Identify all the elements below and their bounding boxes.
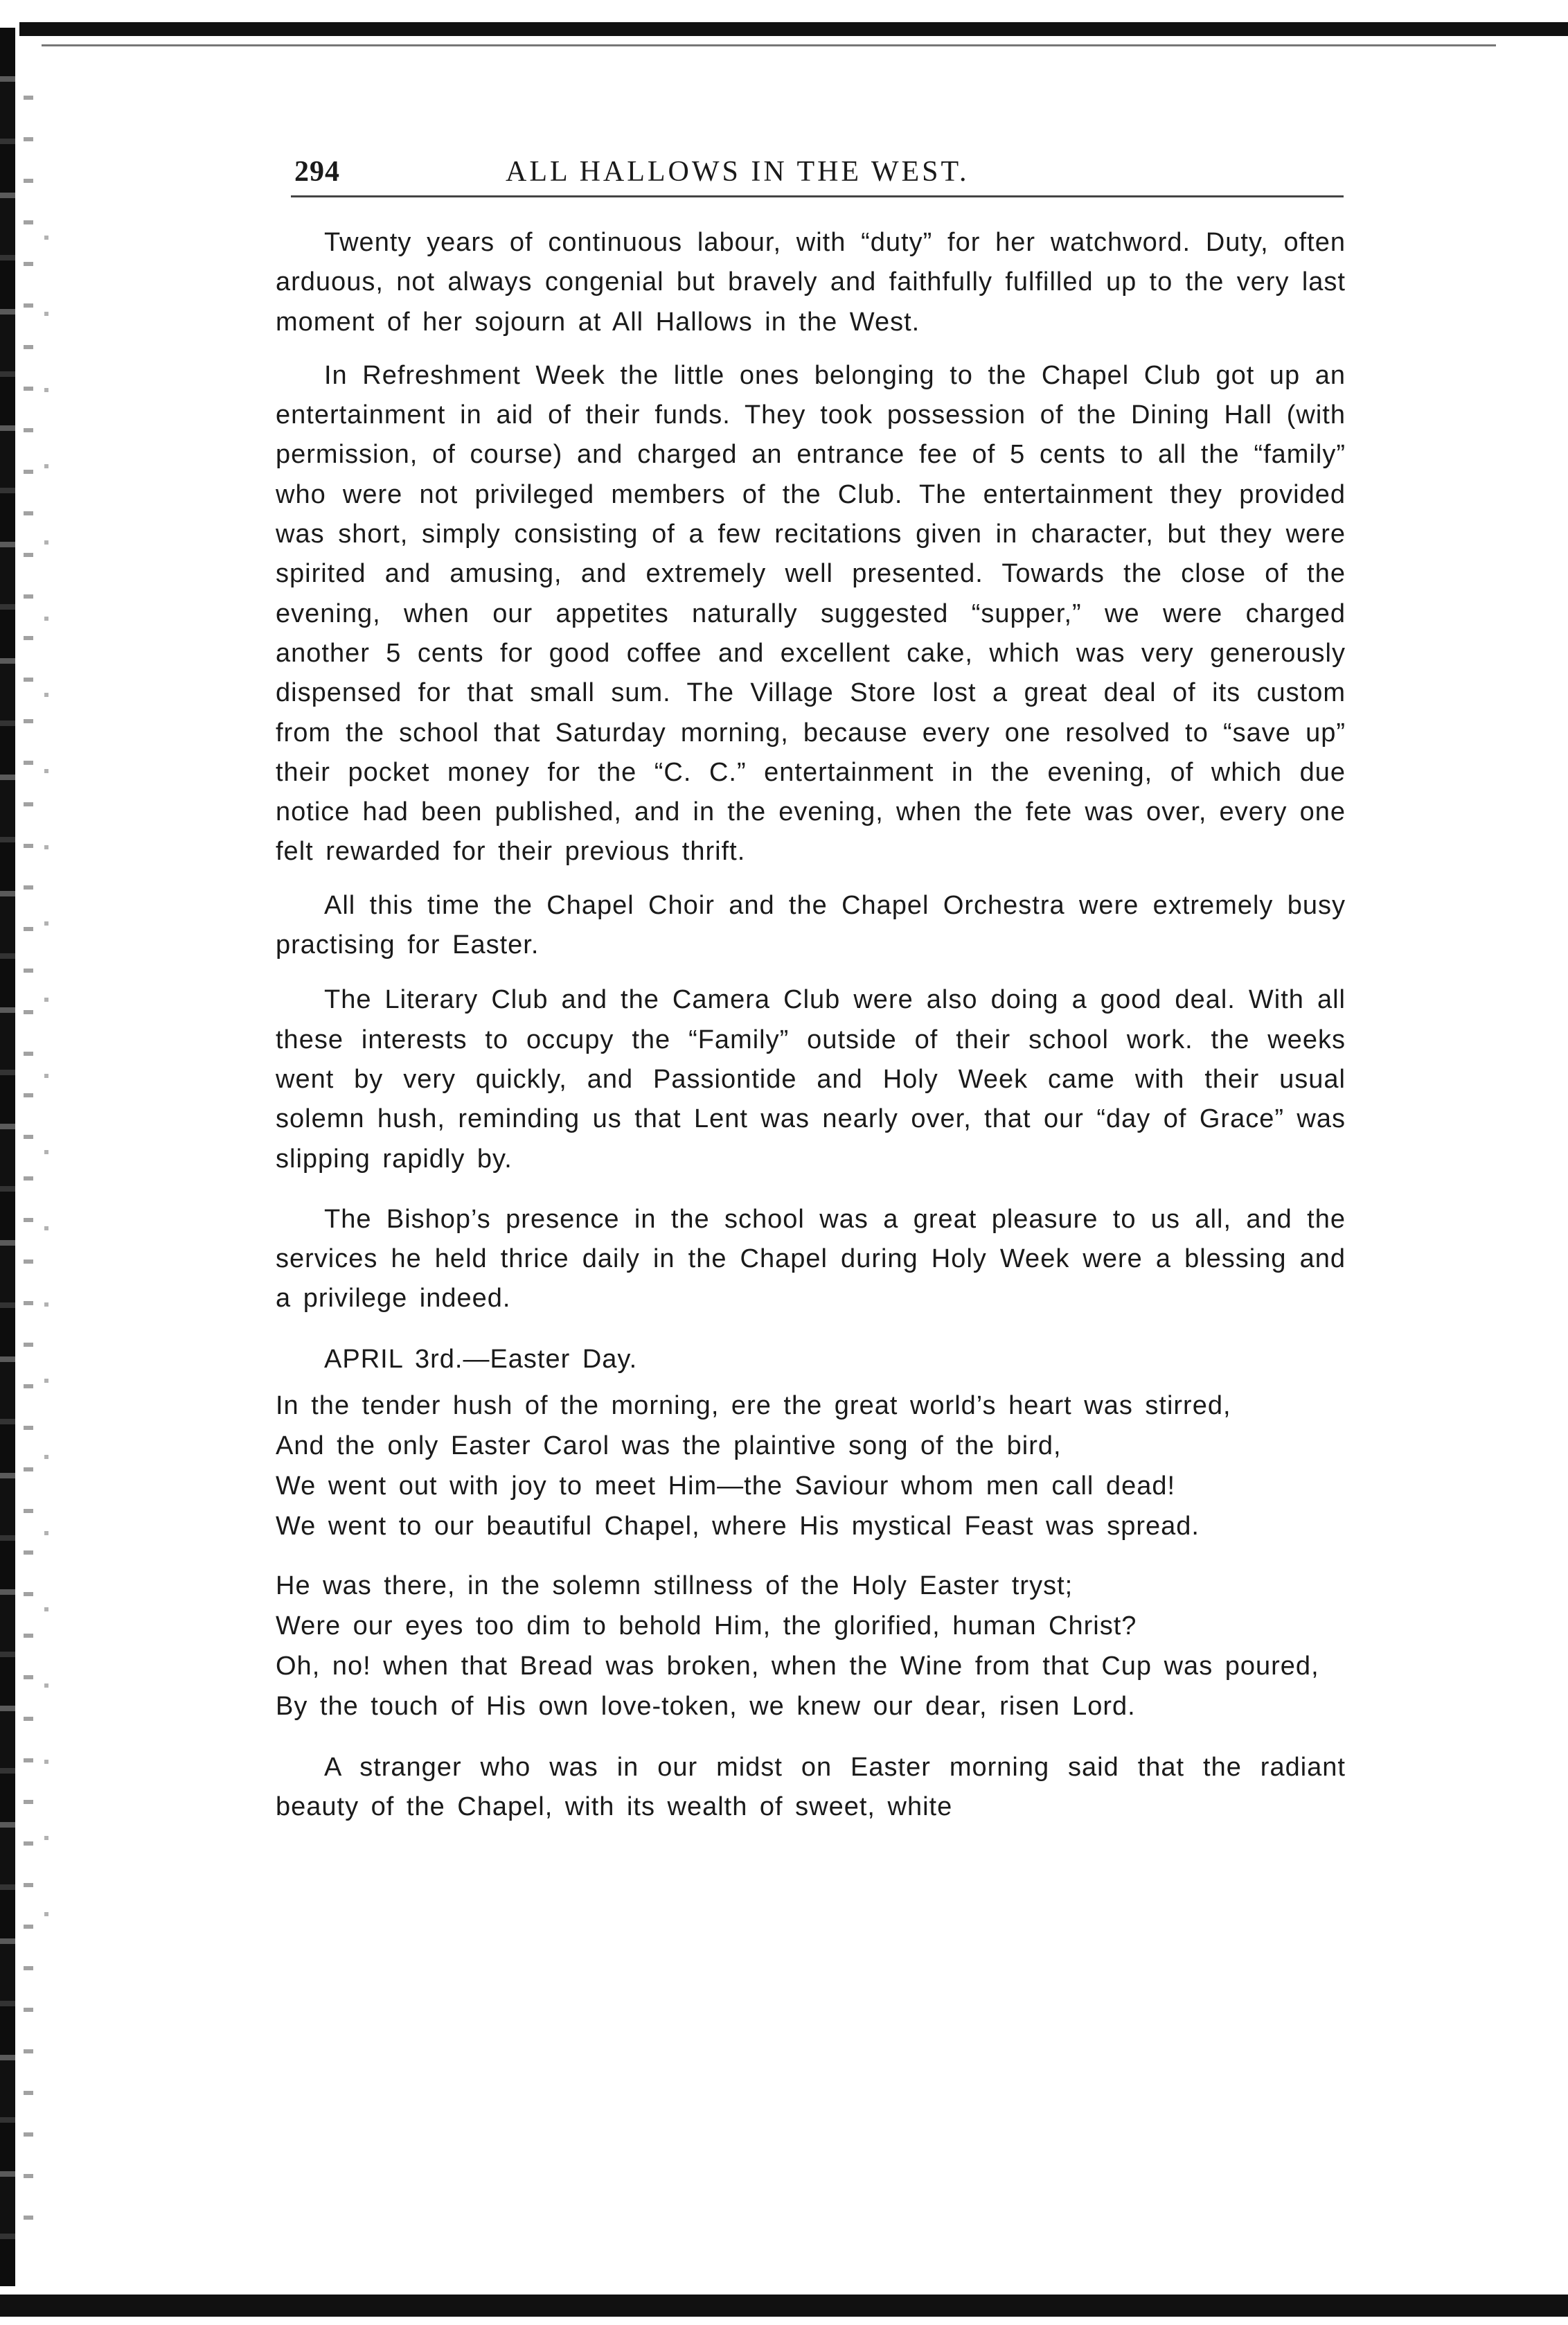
poem-stanza-2 — [276, 1568, 1346, 1724]
paragraph-chapel-club: In Refreshment Week the little ones belonging to the Chapel Club got up an entertainment in aid of their funds. They took possession of the Dining Hall (with permission, of course) and charged an entrance fee of 5 cents to all the “family” who were not privileged members of the Club. The entertainment they provided was short, simply consisting of a few recitations given in character, but they were spirited and amusing, and extremely well presented. Towards the close of the evening, when our appetites naturally suggested “supper,” we were charged another 5 cents for good coffee and excellent cake, which was very generously dispensed for that small sum. The Village Store lost a great deal of its custom from the school that Saturday morning, because every one resolved to “save up” their pocket money for the “C. C.” entertainment in the evening, of which due notice had been published, and in the evening, when the fete was over, every one felt rewarded for their previous thrift. — [276, 360, 1346, 867]
paragraph-duty: Twenty years of continuous labour, with “duty” for her watchword. Duty, often arduous, not always congenial but bravely and faithfully fulfilled up to the very last moment of her sojourn at All Hallows in the West. — [276, 228, 1346, 337]
paragraph-literary-club: The Literary Club and the Camera Club were also doing a good deal. With all these interests to occupy the “Family” outside of their school work. the weeks went by very quickly, and Passiontide and Holy Week came with their usual solemn hush, reminding us that Lent was nearly over, that our “day of Grace” was slipping rapidly by. — [276, 985, 1346, 1174]
scan-bottom-border — [0, 2295, 1568, 2317]
verse-line: By the touch of His own love-token, we knew our dear, risen Lord. — [276, 1692, 1136, 1722]
verse-line: We went out with joy to meet Him—the Saviour whom men call dead! — [276, 1471, 1176, 1501]
scan-top-rule — [42, 44, 1496, 46]
verse-line: Oh, no! when that Bread was broken, when the Wine from that Cup was poured, — [276, 1652, 1319, 1681]
scan-left-speckle-inner — [44, 208, 48, 1940]
verse-line: In the tender hush of the morning, ere the great world’s heart was stirred, — [276, 1391, 1231, 1421]
verse-line: And the only Easter Carol was the plaintive song of the bird, — [276, 1431, 1062, 1461]
paragraph-choir: All this time the Chapel Choir and the Chapel Orchestra were extremely busy practising for Easter. — [276, 890, 1346, 960]
scan-left-binding-edge — [0, 28, 15, 2286]
scan-top-border — [19, 22, 1568, 36]
dateline-easter-day: APRIL 3rd.—Easter Day. — [324, 1344, 638, 1374]
paragraph-bishop: The Bishop’s presence in the school was a great pleasure to us all, and the services he held thrice daily in the Chapel during Holy Week were a blessing and a privilege indeed. — [276, 1204, 1346, 1314]
verse-line: We went to our beautiful Chapel, where His mystical Feast was spread. — [276, 1512, 1200, 1541]
page-number: 294 — [294, 156, 340, 188]
header-rule — [291, 195, 1344, 197]
poem-stanza-1 — [276, 1388, 1346, 1544]
running-title: ALL HALLOWS IN THE WEST. — [506, 156, 970, 188]
scan-left-speckle — [24, 83, 33, 2231]
verse-line: He was there, in the solemn stillness of the Holy Easter tryst; — [276, 1571, 1073, 1601]
verse-line: Were our eyes too dim to behold Him, the glorified, human Christ? — [276, 1611, 1137, 1641]
page-header — [294, 155, 1347, 197]
paragraph-stranger: A stranger who was in our midst on Easter morning said that the radiant beauty of the Chapel, with its wealth of sweet, white — [276, 1753, 1346, 1822]
page-body — [276, 223, 1346, 1841]
